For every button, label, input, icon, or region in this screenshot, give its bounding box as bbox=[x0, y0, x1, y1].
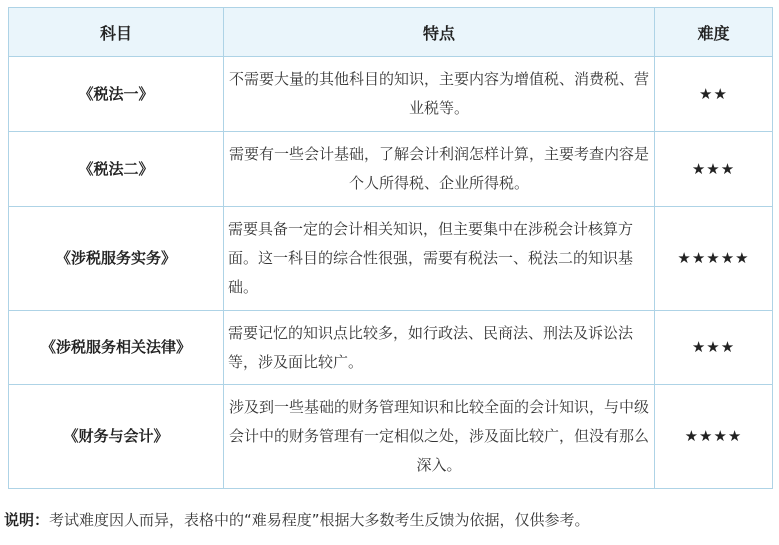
subject-cell: 《涉税服务相关法律》 bbox=[9, 311, 224, 385]
difficulty-stars: ★★★★ bbox=[655, 385, 773, 489]
table-row bbox=[9, 57, 773, 132]
subject-cell: 《财务与会计》 bbox=[9, 385, 224, 489]
difficulty-stars: ★★ bbox=[655, 57, 773, 132]
table-row bbox=[9, 385, 773, 489]
note-label: 说明： bbox=[4, 511, 50, 529]
feature-cell: 需要有一些会计基础，了解会计利润怎样计算，主要考查内容是个人所得税、企业所得税。 bbox=[224, 132, 655, 207]
subjects-table bbox=[8, 7, 773, 489]
subject-cell: 《涉税服务实务》 bbox=[9, 207, 224, 311]
table-row bbox=[9, 207, 773, 311]
difficulty-stars: ★★★★★ bbox=[655, 207, 773, 311]
feature-cell: 不需要大量的其他科目的知识，主要内容为增值税、消费税、营业税等。 bbox=[224, 57, 655, 132]
feature-cell: 涉及到一些基础的财务管理知识和比较全面的会计知识，与中级会计中的财务管理有一定相似之处，涉及面比较广，但没有那么深入。 bbox=[224, 385, 655, 489]
feature-cell: 需要记忆的知识点比较多，如行政法、民商法、刑法及诉讼法等，涉及面比较广。 bbox=[224, 311, 655, 385]
header-subject: 科目 bbox=[9, 8, 224, 57]
table-row bbox=[9, 311, 773, 385]
difficulty-stars: ★★★ bbox=[655, 311, 773, 385]
difficulty-stars: ★★★ bbox=[655, 132, 773, 207]
subject-cell: 《税法二》 bbox=[9, 132, 224, 207]
table-row bbox=[9, 132, 773, 207]
header-difficulty: 难度 bbox=[655, 8, 773, 57]
table-header-row bbox=[9, 8, 773, 57]
note-text: 考试难度因人而异，表格中的“难易程度”根据大多数考生反馈为依据，仅供参考。 bbox=[49, 511, 590, 529]
feature-cell: 需要具备一定的会计相关知识，但主要集中在涉税会计核算方面。这一科目的综合性很强，需要有税法一、税法二的知识基础。 bbox=[224, 207, 655, 311]
subject-cell: 《税法一》 bbox=[9, 57, 224, 132]
note bbox=[4, 509, 590, 530]
header-features: 特点 bbox=[224, 8, 655, 57]
